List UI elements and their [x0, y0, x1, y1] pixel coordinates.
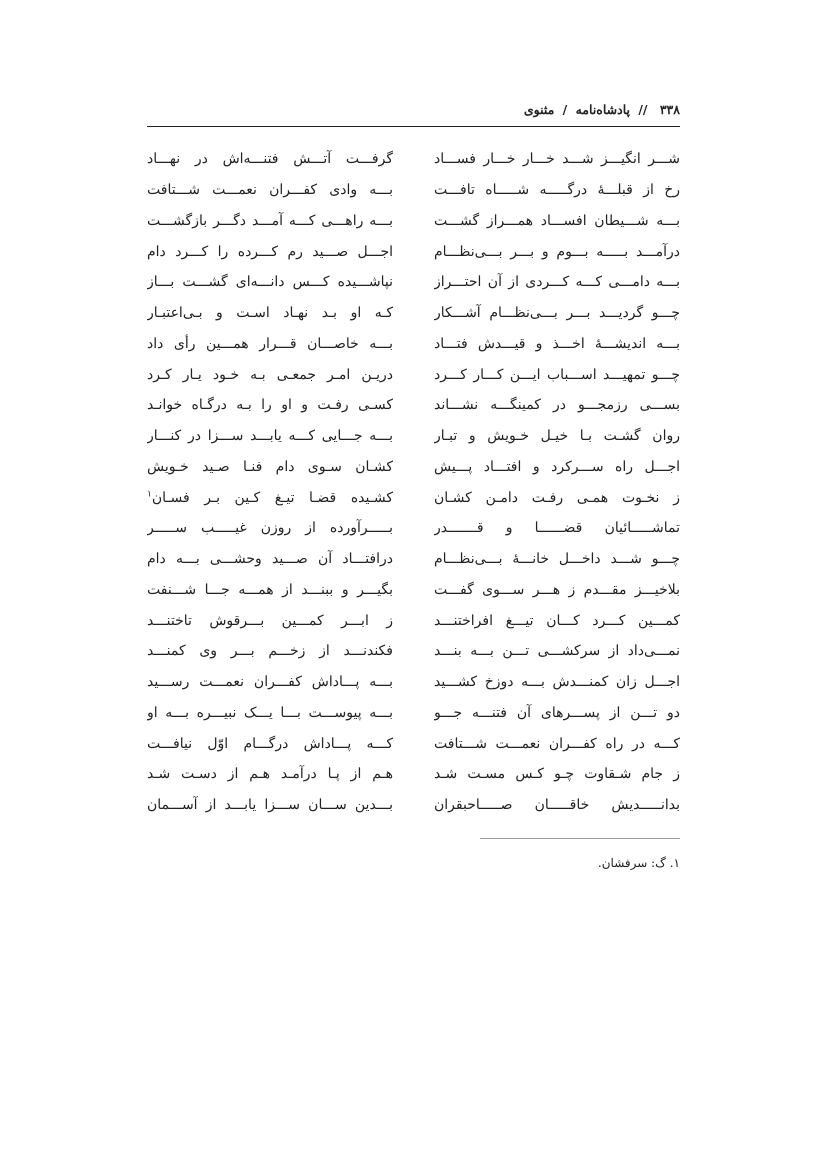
section-title: مثنوی — [523, 102, 555, 117]
verse-line: بـــه شـــیطان افســـاد همـــراز گشـــت — [434, 213, 680, 229]
verse-line: کـه او بـد نهـاد اسـت و بـی‌اعتبـار — [147, 305, 393, 321]
book-title: پادشاه‌نامه — [575, 102, 630, 117]
verse-line: اجـــل صـــید رم کـــرده را کـــرد دام — [147, 244, 393, 260]
verse-line: کسـی رفـت و او را بـه درگـاه خوانـد — [147, 397, 393, 413]
page-number: ۳۳۸ — [659, 102, 680, 117]
verse-line: ز جام شـقاوت چـو کـس مسـت شـد — [434, 766, 680, 782]
verse-line: ز نخـوت همـی رفـت دامـن کشـان — [434, 490, 680, 506]
verse-line: چـــو تمهیـــد اســـباب ایـــن کـــار کـــرد — [434, 367, 680, 383]
verse-line: نمـــی‌داد از سرکشـــی تـــن بـــه بنـــد — [434, 643, 680, 659]
header-separator: // — [638, 102, 648, 117]
verse-line: کـــه در راه کفـــران نعمـــت شـــتافت — [434, 736, 680, 752]
footnote: ۱. گ: سرفشان. — [597, 856, 680, 870]
verse-line: گرفـــت آتـــش فتنـــه‌اش در نهـــاد — [147, 151, 393, 167]
verse-line: درآمـــد بـــــه بـــوم و بـــر بـــی‌نظـــام — [434, 244, 680, 260]
footnote-rule — [480, 838, 680, 839]
verse-text: کشـیده قضـا تیـغ کـین بـر فسـان — [151, 490, 393, 506]
verse-line-with-footnote — [147, 485, 393, 511]
verse-line: بـــه خاصـــان قـــرار همـــین رأی داد — [147, 336, 393, 352]
verse-line: بـــه اندیشـــهٔ اخـــذ و قیـــدش فتـــاد — [434, 336, 680, 352]
verse-line: بـــه راهـــی کـــه آمـــد دگـــر بازگشـــت — [147, 213, 393, 229]
verse-line: اجـــل زان کمنـــدش بـــه دوزخ کشـــید — [434, 674, 680, 690]
verse-line: بـــدین ســـان ســـزا یابـــد از آســـمان — [147, 797, 393, 813]
verse-line: بـــه جـــایی کـــه یابـــد ســـزا در کنـــار — [147, 428, 393, 444]
verse-line: اجـــل راه ســـرکرد و افتـــاد پـــیش — [434, 459, 680, 475]
verse-line: بلاخیـــز مقـــدم ز هـــر ســـوی گفـــت — [434, 582, 680, 598]
verse-line: بدانـــــدیش خاقـــــان صـــــاحبقران — [434, 797, 680, 813]
verse-line: رخ از قبلـــهٔ درگـــــه شـــــاه تافـــت — [434, 182, 680, 198]
verse-line: شـــر انگیـــز شـــد خـــار خـــار فســـاد — [434, 151, 680, 167]
verse-line: درافتـــاد آن صـــید وحشـــی بـــه دام — [147, 551, 393, 567]
verse-line: بگیـــر و ببنـــد از همـــه جـــا شـــنفت — [147, 582, 393, 598]
verse-line: چـــو شـــد داخـــل خانـــهٔ بـــی‌نظـــام — [434, 551, 680, 567]
footnote-marker[interactable]: ۱ — [147, 489, 152, 500]
verse-line: دریـن امـر جمعـی بـه خـود یـار کـرد — [147, 367, 393, 383]
verse-line: کشـان سـوی دام فنـا صـید خـویش — [147, 459, 393, 475]
verse-line: بـــه پـــاداش کفـــران نعمـــت رســـید — [147, 674, 393, 690]
verse-line: نپاشـــیده کـــس دانـــه‌ای گشـــت بـــاز — [147, 274, 393, 290]
header-separator-2: / — [562, 102, 568, 117]
verse-line: هـم از پـا درآمـد هـم از دسـت شـد — [147, 766, 393, 782]
verse-line: دو تـــن از پســـرهای آن فتنـــه جـــو — [434, 705, 680, 721]
verse-line: چـــو گردیـــد بـــر بـــی‌نظـــام آشـــکار — [434, 305, 680, 321]
verse-line: کـــه پـــاداش درگـــام اوّل نیافـــت — [147, 736, 393, 752]
verse-line: بـــه وادی کفـــران نعمـــت شـــتافت — [147, 182, 393, 198]
verse-line: فکندنـــد از زخـــم بـــر وی کمنـــد — [147, 643, 393, 659]
verse-line: بـــه دامـــی کـــه کـــردی از آن احتـــراز — [434, 274, 680, 290]
verse-line: روان گشـت بـا خیـل خـویش و تبـار — [434, 428, 680, 444]
verse-line: بســـی رزمجـــو در کمینگـــه نشـــاند — [434, 397, 680, 413]
verse-line: ز ابـــر کمـــین بـــرقوش تاختنـــد — [147, 613, 393, 629]
verse-line: تماشـــــائیان قضــــــا و قـــــــدر — [434, 520, 680, 536]
verse-line: بـــه پیوســـت بـــا یـــک نبیـــره بـــه او — [147, 705, 393, 721]
verse-line: بـــــرآورده از روزن غیـــــب ســـــر — [147, 520, 393, 536]
verse-line: کمـــین کـــرد کـــان تیـــغ افراختنـــد — [434, 613, 680, 629]
